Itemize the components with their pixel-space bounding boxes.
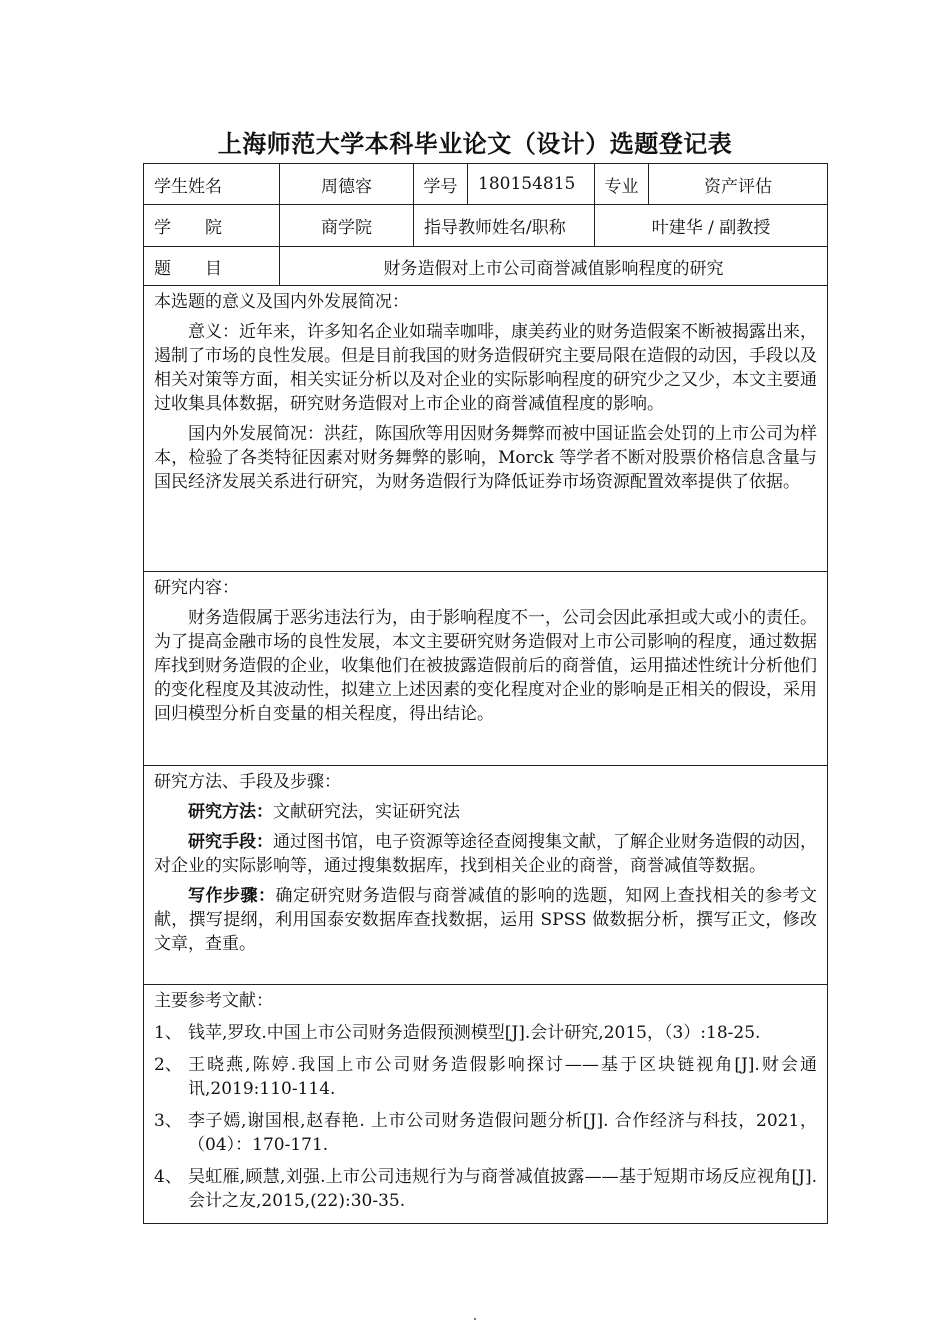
steps-text: 确定研究财务造假与商誉减值的影响的选题，知网上查找相关的参考文献，撰写提纲，利用国泰安数据库查找数据，运用 SPSS 做数据分析，撰写正文，修改文章，查重。 (154, 886, 818, 954)
reference-number: 2、 (154, 1055, 182, 1075)
info-row-topic (144, 247, 827, 286)
reference-item (154, 1109, 817, 1157)
method-label: 研究方法： (188, 802, 273, 822)
methods-section (144, 766, 827, 985)
content-paragraph: 财务造假属于恶劣违法行为，由于影响程度不一，公司会因此承担或大或小的责任。为了提高金融市场的良性发展，本文主要研究财务造假对上市公司影响的程度，通过数据库找到财务造假的企业，收集他们在被披露造假前后的商誉值，运用描述性统计分析他们的变化程度及其波动性，拟建立上述因素的变化程度对企业的影响是正相关的假设，采用回归模型分析自变量的相关程度，得出结论。 (154, 608, 817, 724)
means-label: 研究手段： (188, 832, 273, 852)
development-paragraph: 国内外发展简况：洪荭，陈国欣等用因财务舞弊而被中国证监会处罚的上市公司为样本，检验了各类特征因素对财务舞弊的影响，Morck 等学者不断对股票价格信息含量与国民经济发展关系进行研究，为财务造假行为降低证券市场资源配置效率提供了依据。 (154, 424, 817, 492)
significance-paragraph: 意义：近年来，许多知名企业如瑞幸咖啡，康美药业的财务造假案不断被揭露出来，遏制了市场的良性发展。但是目前我国的财务造假研究主要局限在造假的动因，手段以及相关对策等方面，相关实证分析以及对企业的实际影响程度的研究少之又少，本文主要通过收集具体数据，研究财务造假对上市企业的商誉减值程度的影响。 (154, 322, 817, 414)
method-paragraph (154, 800, 817, 824)
significance-section (144, 286, 827, 572)
reference-text: 王晓燕,陈婷.我国上市公司财务造假影响探讨——基于区块链视角[J].财会通讯,2019:110-114. (188, 1055, 817, 1099)
registration-form (143, 163, 828, 1224)
student-id-label: 学号 (414, 164, 468, 204)
content-heading: 研究内容： (154, 578, 239, 598)
reference-item (154, 1053, 817, 1101)
reference-text: 钱苹,罗玫.中国上市公司财务造假预测模型[J].会计研究,2015，（3）:18-25. (188, 1023, 761, 1043)
major-value: 资产评估 (704, 176, 772, 197)
steps-label: 写作步骤： (188, 886, 276, 906)
means-paragraph (154, 830, 817, 878)
student-name-value: 周德容 (280, 164, 414, 204)
methods-heading: 研究方法、手段及步骤： (154, 772, 341, 792)
info-row-college (144, 205, 827, 247)
topic-value: 财务造假对上市公司商誉减值影响程度的研究 (383, 258, 724, 279)
major-label: 专业 (595, 164, 649, 204)
content-section (144, 572, 827, 766)
reference-text: 李子嫣,谢国根,赵春艳. 上市公司财务造假问题分析[J]. 合作经济与科技，2021，（04）：170-171. (188, 1111, 817, 1155)
student-name-label: 学生姓名 (144, 164, 280, 204)
college-label: 学 院 (144, 205, 280, 246)
page-footer-mark (474, 1318, 476, 1320)
student-id-value: 180154815 (468, 164, 595, 204)
reference-number: 3、 (154, 1111, 182, 1131)
means-text: 通过图书馆，电子资源等途径查阅搜集文献，了解企业财务造假的动因，对企业的实际影响等，通过搜集数据库，找到相关企业的商誉，商誉减值等数据。 (154, 832, 817, 876)
college-value: 商学院 (280, 205, 414, 246)
references-heading: 主要参考文献： (154, 991, 273, 1011)
reference-number: 4、 (154, 1167, 182, 1187)
info-row-student (144, 164, 827, 205)
advisor-value: 叶建华 / 副教授 (651, 218, 771, 238)
method-text: 文献研究法，实证研究法 (273, 802, 460, 822)
topic-label: 题 目 (144, 247, 280, 285)
reference-text: 吴虹雁,顾慧,刘强.上市公司违规行为与商誉减值披露——基于短期市场反应视角[J].会计之友,2015,(22):30-35. (188, 1167, 817, 1211)
significance-heading: 本选题的意义及国内外发展简况： (154, 292, 409, 312)
references-section (144, 985, 827, 1223)
reference-item (154, 1021, 817, 1045)
form-title: 上海师范大学本科毕业论文（设计）选题登记表 (217, 130, 733, 158)
advisor-label: 指导教师姓名/职称 (414, 205, 595, 246)
reference-number: 1、 (154, 1023, 182, 1043)
reference-item (154, 1165, 817, 1213)
steps-paragraph (154, 884, 817, 956)
